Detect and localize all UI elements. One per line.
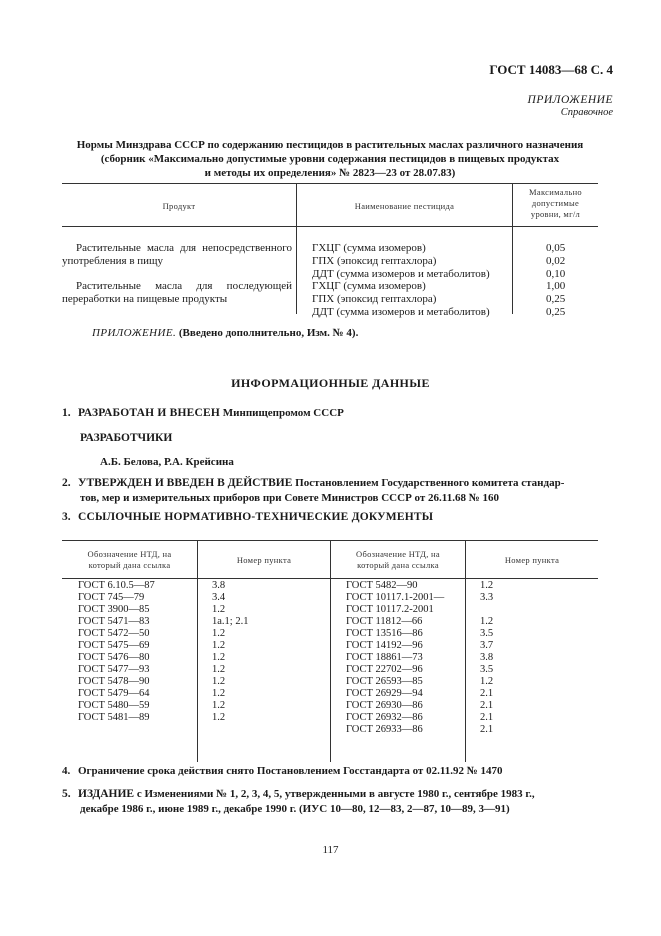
ref-doc: ГОСТ 26933—86 <box>346 724 423 735</box>
ref-doc: ГОСТ 10117.2-2001 <box>346 604 434 615</box>
ref-doc: ГОСТ 10117.1-2001— <box>346 592 445 603</box>
appendix-label: ПРИЛОЖЕНИЕ <box>527 94 613 106</box>
level-value: 0,02 <box>546 255 566 267</box>
ref-doc: ГОСТ 26929—94 <box>346 688 423 699</box>
ref-doc: ГОСТ 5475—69 <box>78 640 150 651</box>
section-caps: ССЫЛОЧНЫЕ НОРМАТИВНО-ТЕХНИЧЕСКИЕ ДОКУМЕНТЫ <box>78 511 434 523</box>
ref-item: 1.2 <box>480 580 494 591</box>
level-value: 0,05 <box>546 242 566 254</box>
ref-item: 1.2 <box>212 628 226 639</box>
ref-item: 1.2 <box>212 712 226 723</box>
section-number: 5. <box>62 788 71 800</box>
ref-doc: ГОСТ 5471—83 <box>78 616 150 627</box>
product-line: употребления в пищу <box>62 255 164 267</box>
ref-doc: ГОСТ 5481—89 <box>78 712 150 723</box>
section-text: Минпищепромом СССР <box>220 407 344 419</box>
table-rule <box>62 183 598 184</box>
ref-item-list-right <box>480 580 493 736</box>
ref-doc-list-right <box>346 580 444 736</box>
column-divider <box>330 540 331 762</box>
section-edition <box>62 787 602 817</box>
norms-title-line: и методы их определения» № 2823—23 от 28.07.83) <box>204 167 456 179</box>
section-references <box>62 510 433 525</box>
level-cell <box>546 280 565 319</box>
ref-doc: ГОСТ 13516—86 <box>346 628 423 639</box>
norms-title-line: Нормы Минздрава СССР по содержанию пестицидов в растительных маслах различного назначения <box>76 139 584 151</box>
section-limitation <box>62 764 503 779</box>
ref-item: 1.2 <box>212 664 226 675</box>
ref-item: 1.2 <box>480 676 494 687</box>
product-line: Растительные масла для последующей <box>76 280 292 292</box>
pesticide-cell <box>312 280 490 319</box>
product-line: Растительные масла для непосредственного <box>76 242 292 254</box>
ref-doc: ГОСТ 26932—86 <box>346 712 423 723</box>
ref-item: 2.1 <box>480 712 494 723</box>
norms-title-line: (сборник «Максимально допустимые уровни содержания пестицидов в пищевых продуктах <box>100 153 560 165</box>
ref-doc: ГОСТ 11812—66 <box>346 616 423 627</box>
ref-doc: ГОСТ 3900—85 <box>78 604 150 615</box>
developers-label: РАЗРАБОТЧИКИ <box>80 432 173 444</box>
column-header-item: Номер пункта <box>236 555 292 565</box>
ref-doc: ГОСТ 5480—59 <box>78 700 150 711</box>
pesticide-name: ГХЦГ (сумма изомеров) <box>312 280 426 292</box>
pesticide-name: ГХЦГ (сумма изомеров) <box>312 242 426 254</box>
ref-item: 1.2 <box>212 652 226 663</box>
column-header-doc <box>62 549 197 571</box>
column-header-item: Номер пункта <box>504 555 560 565</box>
column-header-product: Продукт <box>162 201 196 211</box>
column-header-line: который дана ссылка <box>357 560 439 570</box>
developers-names: А.Б. Белова, Р.А. Крейсина <box>100 456 234 468</box>
appendix-note-text: (Введено дополнительно, Изм. № 4). <box>176 327 359 339</box>
ref-item: 3.5 <box>480 664 494 675</box>
column-header-level-line: Максимально <box>529 187 582 197</box>
ref-item: 3.5 <box>480 628 494 639</box>
ref-doc: ГОСТ 5482—90 <box>346 580 418 591</box>
ref-doc: ГОСТ 14192—96 <box>346 640 423 651</box>
section-text: Постановлением Государственного комитета стандар- <box>292 477 565 489</box>
section-number: 2. <box>62 477 71 489</box>
column-header-line: Обозначение НТД, на <box>87 549 172 559</box>
level-value: 0,10 <box>546 268 566 280</box>
ref-doc: ГОСТ 26593—85 <box>346 676 423 687</box>
section-text: с Изменениями № 1, 2, 3, 4, 5, утвержденными в августе 1980 г., сентябре 1983 г., <box>134 788 535 800</box>
ref-item: 2.1 <box>480 688 494 699</box>
section-caps: РАЗРАБОТАН И ВНЕСЕН <box>78 407 221 419</box>
product-cell <box>62 280 292 306</box>
ref-item: 1.2 <box>212 676 226 687</box>
section-text-line: тов, мер и измерительных приборов при Совете Министров СССР от 26.11.68 № 160 <box>80 492 499 504</box>
ref-doc: ГОСТ 5472—50 <box>78 628 150 639</box>
product-cell <box>62 242 292 268</box>
ref-item: 1.2 <box>480 616 494 627</box>
section-approved <box>62 476 602 506</box>
ref-doc: ГОСТ 18861—73 <box>346 652 423 663</box>
section-number: 3. <box>62 511 71 523</box>
ref-item: 1.2 <box>212 604 226 615</box>
section-caps: УТВЕРЖДЕН И ВВЕДЕН В ДЕЙСТВИЕ <box>78 477 293 489</box>
pesticide-name: ГПХ (эпоксид гептахлора) <box>312 255 437 267</box>
column-header-level-line: уровни, мг/л <box>530 209 581 219</box>
column-header-level-line: допустимые <box>531 198 580 208</box>
column-header-pesticide: Наименование пестицида <box>354 201 455 211</box>
ref-doc: ГОСТ 22702—96 <box>346 664 423 675</box>
appendix-note <box>92 327 358 339</box>
ref-item: 3.7 <box>480 640 494 651</box>
ref-doc: ГОСТ 6.10.5—87 <box>78 580 155 591</box>
section-developed <box>62 406 344 421</box>
level-value: 1,00 <box>546 280 566 292</box>
ref-item: 3.8 <box>212 580 226 591</box>
pesticide-name: ГПХ (эпоксид гептахлора) <box>312 293 437 305</box>
ref-item: 1.2 <box>212 688 226 699</box>
info-heading: ИНФОРМАЦИОННЫЕ ДАННЫЕ <box>231 376 430 390</box>
pesticide-cell <box>312 242 490 281</box>
column-header-line: Обозначение НТД, на <box>356 549 440 559</box>
ref-item: 2.1 <box>480 700 494 711</box>
column-header-doc <box>331 549 465 571</box>
level-cell <box>546 242 565 281</box>
column-header-level <box>513 187 598 220</box>
page-number: 117 <box>322 844 339 856</box>
ref-doc: ГОСТ 5478—90 <box>78 676 150 687</box>
section-text: Ограничение срока действия снято Постановлением Госстандарта от 02.11.92 № 1470 <box>78 765 503 777</box>
level-value: 0,25 <box>546 306 566 318</box>
ref-doc: ГОСТ 5476—80 <box>78 652 150 663</box>
product-line: переработки на пищевые продукты <box>62 293 228 305</box>
column-divider <box>465 540 466 762</box>
ref-item: 3.4 <box>212 592 226 603</box>
ref-item <box>480 604 493 616</box>
ref-doc-list-left <box>78 580 155 724</box>
section-caps: ИЗДАНИЕ <box>78 788 135 800</box>
norms-title <box>40 138 620 180</box>
ref-item: 1.2 <box>212 640 226 651</box>
ref-item: 1а.1; 2.1 <box>212 616 249 627</box>
section-text-line: декабре 1986 г., июне 1989 г., декабре 1990 г. (ИУС 10—80, 12—83, 2—87, 10—89, 3—91) <box>80 803 510 815</box>
pesticide-name: ДДТ (сумма изомеров и метаболитов) <box>312 268 490 280</box>
table-rule <box>62 226 598 227</box>
section-number: 4. <box>62 765 71 777</box>
pesticide-name: ДДТ (сумма изомеров и метаболитов) <box>312 306 490 318</box>
ref-doc: ГОСТ 5477—93 <box>78 664 150 675</box>
appendix-note-label: ПРИЛОЖЕНИЕ. <box>92 327 177 339</box>
ref-doc: ГОСТ 26930—86 <box>346 700 423 711</box>
ref-doc: ГОСТ 5479—64 <box>78 688 150 699</box>
section-number: 1. <box>62 407 71 419</box>
ref-item: 3.3 <box>480 592 494 603</box>
document-code: ГОСТ 14083—68 С. 4 <box>489 62 613 77</box>
ref-item: 1.2 <box>212 700 226 711</box>
level-value: 0,25 <box>546 293 566 305</box>
ref-doc: ГОСТ 745—79 <box>78 592 145 603</box>
ref-item-list-left <box>212 580 248 724</box>
column-header-line: который дана ссылка <box>88 560 171 570</box>
appendix-type: Справочное <box>560 107 613 118</box>
ref-item: 3.8 <box>480 652 494 663</box>
ref-item: 2.1 <box>480 724 494 735</box>
column-divider <box>197 540 198 762</box>
